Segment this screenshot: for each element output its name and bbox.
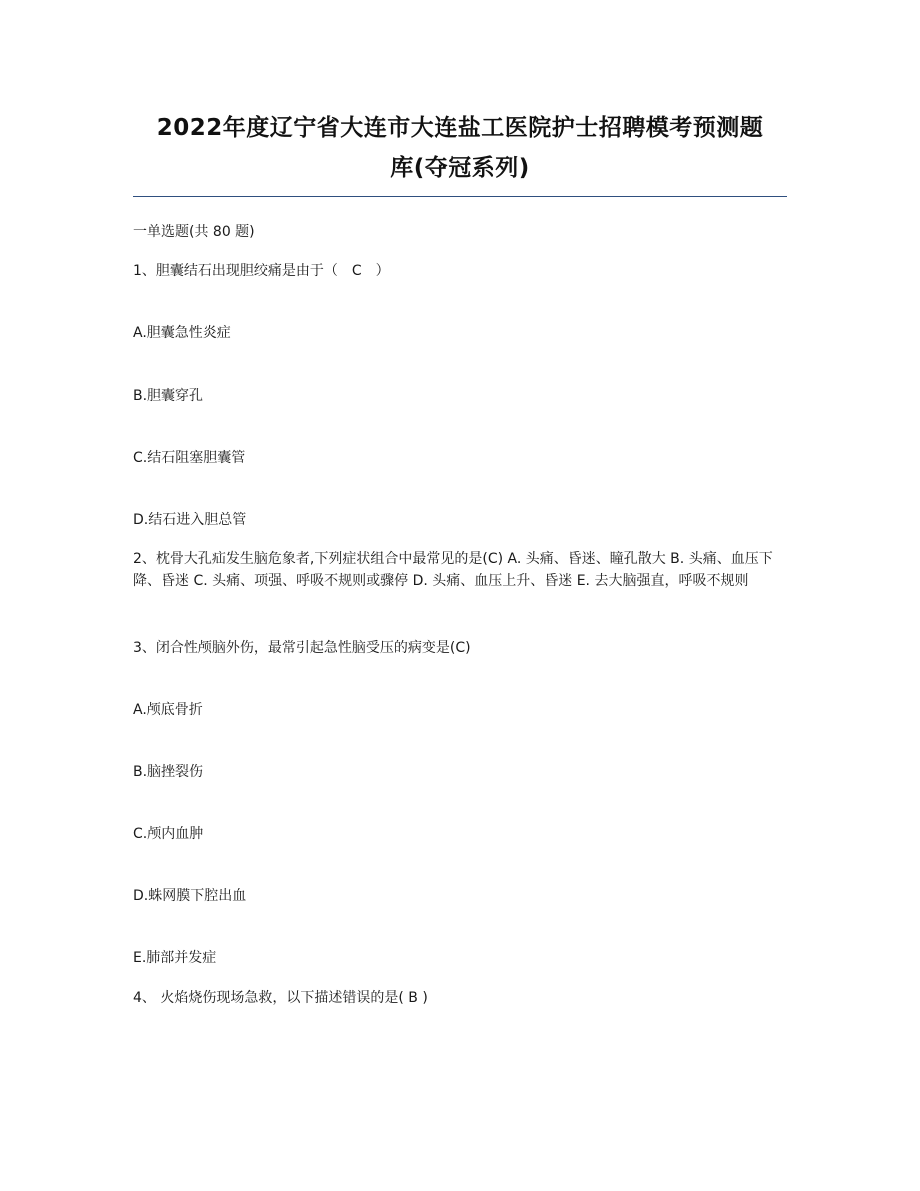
question-2-stem: 2、枕骨大孔疝发生脑危象者,下列症状组合中最常见的是(C) A. 头痛、昏迷、瞳孔散大 B. 头痛、血压下降、昏迷 C. 头痛、项强、呼吸不规则或骤停 D. 头痛、血压上升、昏迷 E. 去大脑强直，呼吸不规则 [133, 551, 773, 589]
question-3-stem: 3、闭合性颅脑外伤，最常引起急性脑受压的病变是(C) [133, 640, 471, 656]
title-divider [133, 196, 787, 197]
document-title-line-2: 库(夺冠系列) [390, 155, 530, 181]
document-title [133, 108, 787, 188]
question-3-option-a: A.颅底骨折 [133, 702, 203, 718]
section-heading: 一单选题(共 80 题) [133, 224, 255, 240]
question-1-stem: 1、胆囊结石出现胆绞痛是由于（ C ） [133, 263, 390, 279]
document-title-line-1: 2022年度辽宁省大连市大连盐工医院护士招聘模考预测题 [156, 115, 764, 141]
question-3-option-c: C.颅内血肿 [133, 826, 204, 842]
question-3-option-b: B.脑挫裂伤 [133, 764, 204, 780]
question-1-option-d: D.结石进入胆总管 [133, 512, 247, 528]
question-1-option-b: B.胆囊穿孔 [133, 388, 204, 404]
question-3-option-e: E.肺部并发症 [133, 950, 217, 966]
question-4-stem: 4、 火焰烧伤现场急救，以下描述错误的是( B ) [133, 990, 428, 1006]
question-3-option-d: D.蛛网膜下腔出血 [133, 888, 247, 904]
question-1-option-a: A.胆囊急性炎症 [133, 325, 231, 341]
question-1-option-c: C.结石阻塞胆囊管 [133, 450, 246, 466]
